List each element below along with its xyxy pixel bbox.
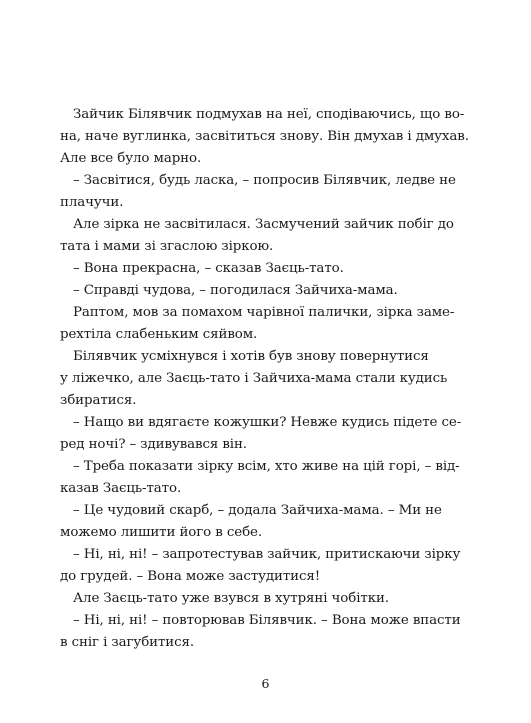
text-line: у ліжечко, але Заєць-тато і Зайчиха-мама стали кудись xyxy=(60,371,448,386)
text-line: – Треба показати зірку всім, хто живе на цій горі, – від- xyxy=(73,459,460,474)
text-line: в сніг і загубитися. xyxy=(60,635,195,650)
text-line: – Засвітися, будь ласка, – попросив Білявчик, ледве не xyxy=(73,173,456,188)
text-line: – Нащо ви вдягаєте кожушки? Невже кудись підете се- xyxy=(73,415,462,430)
text-line: плачучи. xyxy=(60,195,124,210)
text-line: Але зірка не засвітилася. Засмучений зайчик побіг до xyxy=(73,217,454,232)
text-line: ред ночі? – здивувався він. xyxy=(60,437,247,452)
text-line: Білявчик усміхнувся і хотів був знову повернутися xyxy=(73,349,429,364)
text-line: Зайчик Білявчик подмухав на неї, сподіваючись, що во- xyxy=(73,107,465,122)
text-line: казав Заєць-тато. xyxy=(60,481,182,496)
text-line: Але все було марно. xyxy=(60,151,202,166)
text-line: рехтіла слабеньким сяйвом. xyxy=(60,327,258,342)
text-line: Раптом, мов за помахом чарівної палички, зірка заме- xyxy=(73,305,455,320)
text-line: до грудей. – Вона може застудитися! xyxy=(60,569,321,584)
text-line: можемо лишити його в себе. xyxy=(60,525,263,540)
text-line: Але Заєць-тато уже взувся в хутряні чобітки. xyxy=(73,591,389,606)
text-line: – Це чудовий скарб, – додала Зайчиха-мама. – Ми не xyxy=(73,503,442,518)
text-line: – Ні, ні, ні! – запротестував зайчик, притискаючи зірку xyxy=(73,547,461,562)
text-line: на, наче вуглинка, засвітиться знову. Він дмухав і дмухав. xyxy=(60,129,469,144)
text-line: – Справді чудова, – погодилася Зайчиха-мама. xyxy=(73,283,398,298)
text-line: збиратися. xyxy=(60,393,137,408)
page-number: 6 xyxy=(261,676,270,691)
text-line: тата і мами зі згаслою зіркою. xyxy=(60,239,274,254)
text-line: – Вона прекрасна, – сказав Заєць-тато. xyxy=(73,261,344,276)
text-line: – Ні, ні, ні! – повторював Білявчик. – Вона може впасти xyxy=(73,613,461,628)
